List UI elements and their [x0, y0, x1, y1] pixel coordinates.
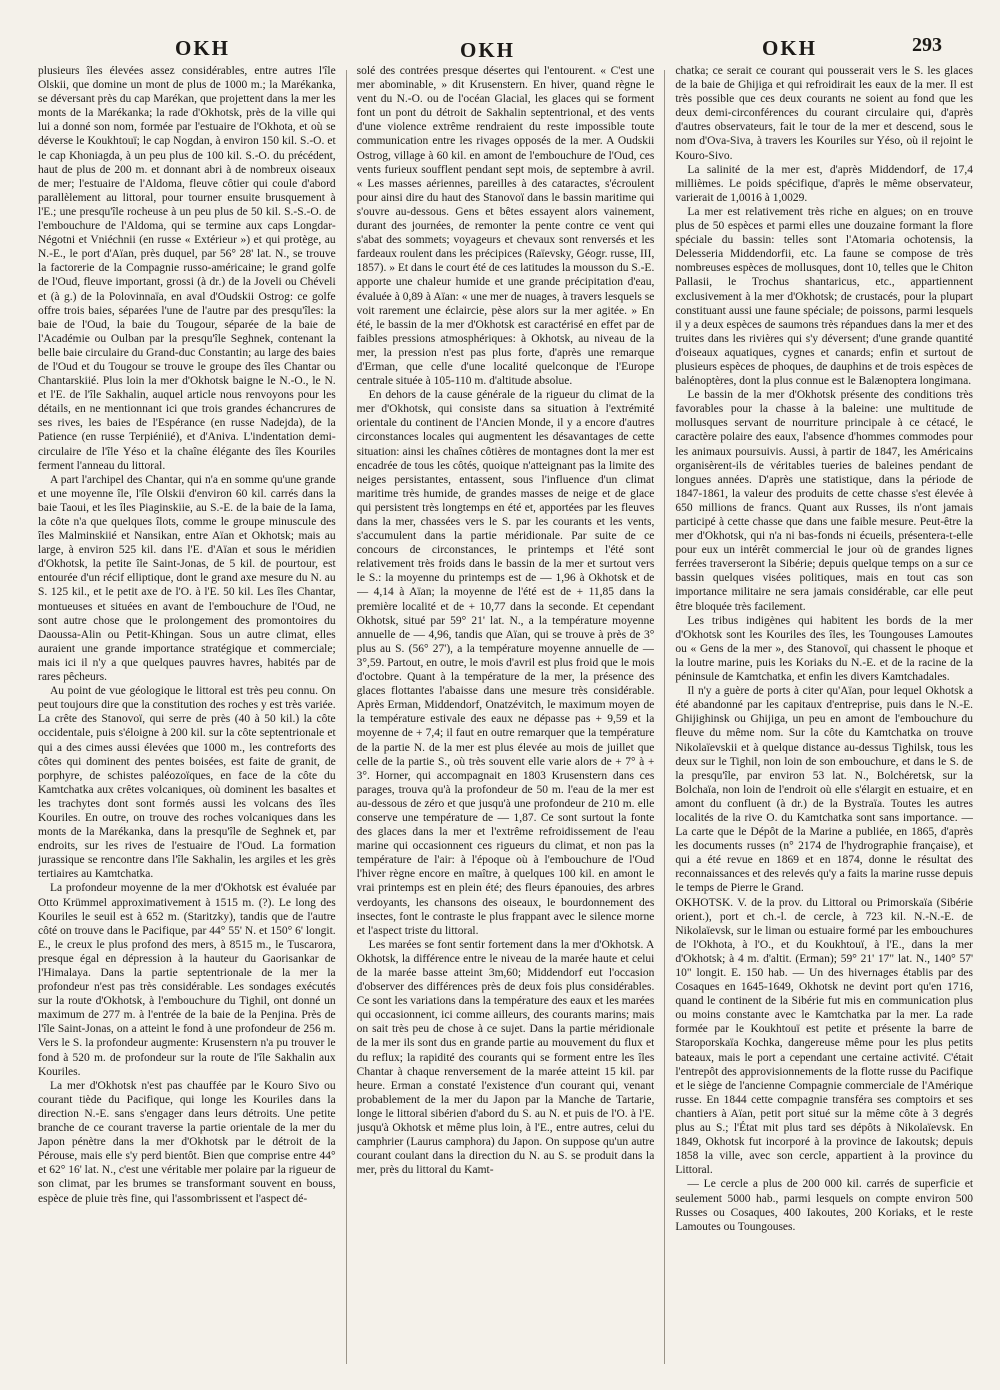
paragraph: La salinité de la mer est, d'après Middendorf, de 17,4 millièmes. Le poids spécifique, d'après le même observateur, varierait de 1,0016 à 1,0029.: [675, 163, 974, 204]
page-number: 293: [912, 34, 942, 56]
column-divider: [664, 70, 665, 1364]
paragraph: solé des contrées presque désertes qui l'entourent. « C'est une mer abominable, » dit Krusenstern. En hiver, quand règne le vent du N.-O. ou de l'océan Glacial, les glaces qui se forment font un pont du détroit de Sakhalin septentrional, et des vents d'une violence extrême rendraient du reste impossible toute communication entre les rivages opposés de la mer. A Oudskii Ostrog, village à 60 kil. en amont de l'embouchure de l'Oud, ces vents furieux soufflent pendant sept mois, de septembre à avril. « Les masses aériennes, pareilles à des cataractes, s'écroulent pour ainsi dire du haut des Stanovoï dans le bassin maritime qui s'ouvre au-dessous. Gens et bêtes essayent alors vainement, durant des journées, de remonter la pente contre ce vent qui s'abat des sommets; voyageurs et chevaux sont renversés et les fardeaux roulent dans les précipices (Raïevsky, Géogr. russe, III, 1857). » Et dans le court été de ces latitudes la mousson du S.-E. apporte une chaleur humide et une grande précipitation d'eau, évaluée à 0,89 à Aïan: « une mer de nuages, à travers lesquels se voit rarement une éclaircie, pèse alors sur la mer agitée. » En été, le bassin de la mer d'Okhotsk est caractérisé en effet par de faibles pressions atmosphériques: à Okhotsk, au niveau de la mer, la pression n'est pas plus forte, d'après une remarque d'Erman, que celle d'une localité quelconque de l'Europe centrale située à 105-110 m. d'altitude absolue.: [356, 65, 655, 388]
paragraph: Les marées se font sentir fortement dans la mer d'Okhotsk. A Okhotsk, la différence entre le niveau de la marée haute et celui de la marée basse atteint 3m,60; Middendorf eut l'occasion d'observer des différences près de deux fois plus considérables. Ce sont les variations dans la température des eaux et les marées qui occasionnent, ici comme ailleurs, des courants marins; mais on sait très peu de chose à ce sujet. Dans la partie méridionale de la mer ils sont dus en grande partie au mouvement du flux et du reflux; la rapidité des courants qui se forment entre les îles Chantar à chaque renversement de la marée atteint 15 kil. par heure. Erman a constaté l'existence d'un courant qui, venant probablement de la mer du Japon par la Manche de Tartarie, longe le littoral sibérien d'abord du S. au N. et puis de l'O. à l'E. jusqu'à Okhotsk et même plus loin, à l'E., entre autres, celui du camphrier (Laurus camphora) du Japon. On suppose qu'un autre courant coulant dans la direction du N. au S. se produit dans la mer, près du littoral du Kamt-: [356, 938, 655, 1177]
column-left: [38, 64, 336, 1364]
paragraph: Au point de vue géologique le littoral est très peu connu. On peut toujours dire que la constitution des roches y est très variée. La crête des Stanovoï, qui serre de près (40 à 50 kil.) la côte occidentale, puis s'éloigne à 200 kil. sur la côte septentrionale et qui a des cimes aussi élevées que 1000 m., les contreforts des côtes qui dominent des pentes boisées, est faite de granit, de porphyre, de schistes paléozoïques, en face de la côte du Kamtchatka aux crêtes volcaniques, où dominent les basaltes et les trachytes dont sont formés aussi les volcans des îles Kouriles. En outre, on trouve des roches volcaniques dans les monts de la Marékanka, dans la presqu'île de Seghnek et, par endroits, sur les rives de l'estuaire de l'Oud. La formation jurassique se rencontre dans l'île Sakhalin, les argiles et les grès tertiaires au Kamtchatka.: [38, 685, 336, 881]
paragraph: Le bassin de la mer d'Okhotsk présente des conditions très favorables pour la chasse à la baleine: une multitude de mollusques servant de nourriture principale à ce cétacé, le caractère polaire des eaux, l'absence d'hommes commodes pour les animaux poursuivis. Aussi, à partir de 1847, les Américains organisèrent-ils de véritables tueries de baleines pendant de longues années. D'après une statistique, dans la période de 1847-1861, la valeur des produits de cette chasse s'est élevée à 650 millions de francs. Quant aux Russes, ils n'ont jamais participé à cette chasse que dans une faible mesure. Peut-être la mer d'Okhotsk, qui n'a ni bas-fonds ni écueils, présentera-t-elle pour eux un intérêt commercial le jour où de grandes lignes ferrées traverseront la Sibérie; depuis quelque temps on a sur ce bassin quelques visées politiques, mais en tout cas son importance militaire ne sera jamais considérable, car elle peut être bloquée très facilement.: [675, 389, 974, 613]
left-running-headword: OKH: [175, 36, 231, 60]
text-columns: [38, 64, 973, 1364]
paragraph: A part l'archipel des Chantar, qui n'a en somme qu'une grande et une moyenne île, l'île Olskii d'environ 60 kil. carrés dans la baie Taoui, et les îles Piaginskiie, au S.-E. de la baie de la Iama, la côte n'a que quelques îlots, comme le groupe minuscule des îles Malminskiié et Nansikan, entre Aïan et Okhotsk; mais au large, à environ 525 kil. dans l'E. d'Aïan et sous le méridien d'Okhotsk, la petite île Saint-Jonas, de 5 kil. de pourtour, est entourée d'un récif elliptique, dont le grand axe mesure du N. au S. 125 kil., et le petit axe de l'O. à l'E. 50 kil. Les îles Chantar, montueuses et situées en avant de l'embouchure de l'Oud, ne sont autre chose que le prolongement des promontoires du Daoussa-Alin ou Petit-Khingan. Sous un autre climat, elles auraient une grande importance stratégique et commerciale; mais ici il n'y a que quelques pauvres havres, habités par de rares pêcheurs.: [38, 473, 336, 684]
paragraph: La mer est relativement très riche en algues; on en trouve plus de 50 espèces et parmi elles une douzaine formant la flore spéciale du bassin: telles sont l'Atomaria ochotensis, la Delesseria Middendorfii, etc. La faune se compose de très nombreuses espèces de mollusques, dont 10, telles que le Chiton Pallasii, le Trochus shantaricus, etc., appartiennent exclusivement à la mer d'Okhotsk; de crustacés, pour la plupart constituant aussi une faune spéciale; de poissons, parmi lesquels il y a deux espèces de saumons très répandues dans la mer et des truites dans les rivières qui s'y déversent; d'une grande quantité d'oiseaux aquatiques, cygnes et canards; enfin et surtout de plusieurs espèces de phoques, de dauphins et de trois espèces de balénoptères, dont la plus connue est le Balænoptera longimana.: [675, 205, 974, 388]
right-running-headword: OKH: [762, 36, 818, 60]
center-running-headword: OKH: [460, 38, 516, 62]
paragraph: Les tribus indigènes qui habitent les bords de la mer d'Okhotsk sont les Kouriles des îles, les Toungouses Lamoutes ou « Gens de la mer », des Stanovoï, qui chassent le phoque et la loutre marine, puis les Koriaks du N.-E. et de la racine de la péninsule de Kamtchatka, et enfin les divers Kamtchadales.: [675, 614, 974, 684]
paragraph: — Le cercle a plus de 200 000 kil. carrés de superficie et seulement 5000 hab., parmi lesquels on compte environ 500 Russes ou Cosaques, 400 Iakoutes, 200 Koriaks, et le reste Lamoutes ou Toungouses.: [675, 1178, 974, 1233]
entry-okhotsk: OKHOTSK. V. de la prov. du Littoral ou Primorskaïa (Sibérie orient.), port et ch.-l. de cercle, à 723 kil. N.-N.-E. de Nikolaïevsk, sur le liman ou estuaire formé par les embouchures de l'Okhota, à l'O., et du Koukhtouï, à l'E., dans la mer d'Okhotsk; à 4 m. d'altit. (Erman); 59° 21' 17" lat. N., 140° 57' 10" longit. E. 150 hab. — Un des hivernages établis par des Cosaques en 1645-1649, Okhotsk ne devint port qu'en 1716, quand le continent de la Sibérie fut mis en communication plus ou moins constante avec le Kamtchatka par la mer. La rade formée par le Koukhtouï est petite et présente la barre de Staroporskaïa Kochka, dangereuse même pour les plus petits bateaux, mais le port a cependant une certaine activité. C'était l'entrepôt des approvisionnements de la flotte russe du Pacifique et le siège de l'ancienne Compagnie commerciale de l'Amérique russe. En 1844 cette compagnie transféra ses comptoirs et ses chantiers à Aïan, petit port situé sur la même côte à 3 degrés plus au S.; l'État mit plus tard ses dépôts à Nikolaïevsk. En 1849, Okhotsk fut incorporé à la province de Iakoutsk; depuis 1858 la ville, avec son cercle, appartient à la province du Littoral.: [675, 896, 974, 1177]
paragraph: chatka; ce serait ce courant qui pousserait vers le S. les glaces de la baie de Ghijiga et qui refroidirait les eaux de la mer. Il est très possible que ces deux courants ne soient au fond que les deux demi-circonférences du courant circulaire qui, d'après d'autres observateurs, fait le tour de la mer et descend, sous le nom d'Ova-Siva, à travers les Kouriles sur Yéso, où il rejoint le Kouro-Sivo.: [675, 65, 974, 162]
paragraph: plusieurs îles élevées assez considérables, entre autres l'île Olskii, que domine un mont de plus de 1000 m.; la Marékanka, se déversant près du cap Marékan, que projettent dans la mer les monts de la Marékanka; la rade d'Okhotsk, près de la ville qui lui a donné son nom, formée par l'estuaire de l'Okhota, et où se déverse le Koukhtouï; le cap Nogdan, à environ 150 kil. S.-O. et le cap Khoniagda, à un peu plus de 100 kil. S.-O. du précédent, haut de plus de 200 m. et donnant abri à de nombreux oiseaux de mer; l'estuaire de l'Aldoma, fleuve côtier qui coule d'abord parallèlement au littoral, pour tourner ensuite brusquement à l'E.; une presqu'île rocheuse à un peu plus de 50 kil. S.-S.-O. de l'embouchure de l'Aldoma, qui se termine aux caps Longdar-Négotni et Vniéchnii (en russe « Extérieur ») et qui protège, au N.-E., le port d'Aïan, près duquel, par 56° 28' lat. N., se trouve la factorerie de la Compagnie russo-américaine; le grand golfe de l'Oud, fleuve important, grossi (à dr.) de la Joveli ou Chéveli et (à g.) de la Polovinnaïa, en aval d'Oudskii Ostrog: ce golfe offre trois baies, séparées l'une de l'autre par des presqu'îles: la baie de l'Oud, la baie du Tougour, séparée de la baie de l'Académie ou Oulban par la presqu'île Seghnek, contenant la belle baie circulaire du Grand-duc Constantin; au large des baies de l'Oud et du Tougour se trouve le groupe des îles Chantar ou Chantarskiié. Plus loin la mer d'Okhotsk baigne le N.-O., le N. et l'E. de l'île Sakhalin, auquel article nous renvoyons pour les détails, en ne mentionnant ici que trois grandes échancrures de ses rives, les baies de l'Espérance (en russe Nadejda), de la Patience (en russe Terpiéniié), et d'Aniva. L'indentation demi-circulaire de l'île Yéso et la chaîne élégante des îles Kouriles ferment l'anneau du littoral.: [38, 65, 336, 472]
paragraph: La mer d'Okhotsk n'est pas chauffée par le Kouro Sivo ou courant tiède du Pacifique, qui longe les Kouriles dans la direction N.-E. sans s'engager dans leurs détroits. Une petite branche de ce courant traverse la partie orientale de la mer du Japon pénètre dans la mer d'Okhotsk par le détroit de la Pérouse, mais elle s'y perd bientôt. Bien que comprise entre 44° et 62° 16' lat. N., c'est une véritable mer polaire par la rigueur de son climat, par les brumes se transformant souvent en bouss, espèce de pluie très fine, qui l'assombrissent et l'aspect dé-: [38, 1079, 336, 1205]
paragraph: Il n'y a guère de ports à citer qu'Aïan, pour lequel Okhotsk a été abandonné par les capitaux d'entreprise, puis dans le N.-E. Ghijighinsk ou Ghijiga, un peu en amont de l'embouchure du fleuve du même nom. Sur la côte du Kamtchatka on trouve Nikolaïevskii et à quelque distance au-dessus Tighilsk, tous les deux sur le Tighil, non loin de son embouchure, et dans le S. de la presqu'île, par environ 53 lat. N., Bolchéretsk, sur la Bolchaïa, non loin de l'endroit où elle s'élargit en estuaire, et en amont du confluent (à dr.) de la Bystraïa. Toutes les autres localités de la rive O. du Kamtchatka sont sans importance. — La carte que le Dépôt de la Marine a publiée, en 1865, d'après les documents russes (n° 2174 de l'hydrographie française), et qui a été revue en 1869 et en 1874, donne le résultat des reconnaissances et des relevés qu'y a faits la marine russe depuis le temps de Pierre le Grand.: [675, 685, 974, 895]
column-middle: [357, 64, 655, 1364]
paragraph: La profondeur moyenne de la mer d'Okhotsk est évaluée par Otto Krümmel approximativement à 1515 m. (?). Le long des Kouriles le seuil est à 652 m. (Staritzky), tandis que de l'autre côté on trouve dans le Pacifique, par 44° 55' N. et 150° 6' longit. E., le creux le plus profond des mers, à 8515 m., le Tuscarora, presque égal en dépression à la hauteur du Gaorisankar de l'Himalaya. Dans la partie septentrionale de la mer la profondeur n'est pas très considérable. Les sondages exécutés sur la route d'Okhotsk, à l'embouchure du Tighil, ont donné un maximum de 277 m. à l'entrée de la baie de la Penjina. Près de l'île Saint-Jonas, on a atteint le fond à une profondeur de 256 m. Vers le S. la profondeur augmente: Krusenstern n'a pu trouver le fond à 520 m. de profondeur sur la route de l'île Sakhalin aux Kouriles.: [38, 882, 336, 1078]
column-divider: [346, 70, 347, 1364]
paragraph: En dehors de la cause générale de la rigueur du climat de la mer d'Okhotsk, qui consiste dans sa situation à l'extrémité orientale du continent de l'Ancien Monde, il y a encore d'autres circonstances locales qui augmentent les désavantages de cette situation: ainsi les chaînes côtières de montagnes dont la mer est encadrée de tous les côtés, quoique n'atteignant pas la limite des neiges persistantes, entassent, sous l'influence d'un climat maritime très humide, de grandes masses de neige et de glace qui persistent très longtemps en été et, apportées par les fleuves dans la mer, chassées vers le S. par les courants et les vents, s'accumulent dans la partie méridionale. Par suite de ce concours de circonstances, le printemps et l'été sont relativement très froids dans le bassin de la mer et surtout vers le S.: la moyenne du printemps est de — 1,96 à Okhotsk et de — 4,14 à Aïan; la moyenne de l'été est de + 11,85 dans la première localité et de + 10,77 dans la seconde. Et cependant Okhotsk, situé par 59° 21' lat. N., a la température moyenne annuelle de — 4,96, tandis que Aïan, qui se trouve à près de 3° plus au S. (56° 27'), a la température moyenne annuelle de — 3°,59. Partout, en outre, le mois d'avril est plus froid que le mois d'octobre. Quant à la température de la mer, la présence des glaces flottantes l'abaisse dans une mesure très considérable. Après Erman, Middendorf, Onatzévitch, le maximum moyen de la température estivale des eaux ne dépasse pas + 9,59 et la moyenne de + 7,4; il faut en outre remarquer que la température de la partie N. de la mer est plus élevée au mois de juillet que celle de la partie S., où très souvent elle varie alors de + 7° à + 3°. Horner, qui accompagnait en 1803 Krusenstern dans ces parages, trouva qu'à la profondeur de 50 m. l'eau de la mer est au-dessous de zéro et que jusqu'à une profondeur de 210 m. elle conserve une température de — 1,87. Ce sont surtout la fonte des glaces dans la mer et l'extrême refroidissement de l'eau marine qui occasionnent ces rigueurs du climat, et non pas la température de l'air: à l'époque où à l'embouchure de l'Oud l'hiver règne encore en maître, à quelques 100 kil. en amont le vrai printemps est en plein été; des fleurs épanouies, des arbres verdoyants, les chansons des oiseaux, le bourdonnement des insectes, font le contraste le plus frappant avec le silence morne et l'aspect triste du littoral.: [356, 389, 655, 937]
running-header: [0, 28, 1000, 68]
column-right: [675, 64, 973, 1364]
